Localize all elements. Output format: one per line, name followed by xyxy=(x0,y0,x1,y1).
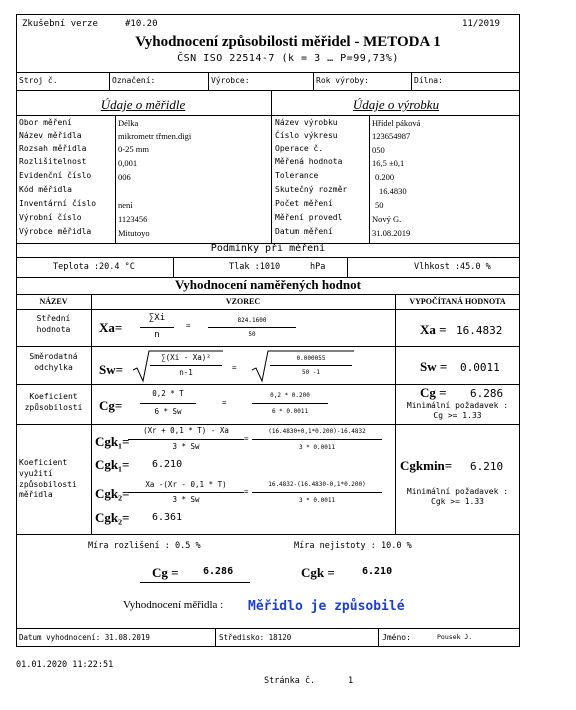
stdev-name: Směrodatná odchylka xyxy=(29,352,78,372)
cg-equals: = xyxy=(222,398,227,407)
stdev-result-value: 0.0011 xyxy=(460,361,500,374)
mean-numerator: ∑Xi xyxy=(148,313,166,323)
gauge-section-title: Údaje o měřidle xyxy=(100,97,186,112)
stdev-equals: = xyxy=(232,363,237,372)
cgk2-den-value: 3 * 0.0011 xyxy=(298,497,336,504)
product-row-label: Měření provedl xyxy=(275,213,343,222)
gauge-row-label: Výrobní číslo xyxy=(19,213,82,222)
gauge-row-label: Kód měřidla xyxy=(19,185,72,194)
sqrt-sign-icon xyxy=(250,348,356,384)
cgk-name: Koeficient využití způsobilosti měřidla xyxy=(19,458,77,500)
mean-equals: = xyxy=(186,321,191,330)
evaluation-title: Vyhodnocení naměřených hodnot xyxy=(175,277,361,292)
cgkmin-result-symbol: Cgkmin= xyxy=(400,458,453,473)
cgk1-result-value: 6.210 xyxy=(152,459,183,470)
cgk2-numerator: Xa -(Xr - 0,1 * T) xyxy=(145,480,227,489)
name-label: Jméno: xyxy=(382,633,411,642)
humidity-value: Vlhkost :45.0 % xyxy=(414,262,491,272)
gauge-row-value: 0-25 mm xyxy=(118,144,149,154)
summary-cg-label: Cg = xyxy=(152,565,179,580)
mean-symbol: Xa= xyxy=(99,320,123,335)
gauge-row-label: Inventární číslo xyxy=(19,199,97,208)
product-row-value: 050 xyxy=(372,145,385,155)
report-subtitle: ČSN ISO 22514-7 (k = 3 … P=99,73%) xyxy=(177,53,399,64)
year-label: Rok výroby: xyxy=(316,76,369,85)
summary-cgk-label: Cgk = xyxy=(301,565,335,580)
cgk1-numerator: (Xr + 0,1 * T) - Xa xyxy=(143,426,229,435)
cg-denominator: 6 * Sw xyxy=(154,407,182,416)
stdev-numerator: ∑(Xi - Xa)² xyxy=(161,353,211,362)
report-title: Vyhodnocení způsobilosti měřidel - METODA 1 xyxy=(135,34,441,50)
cgk2-num-value: 16.4832-(16.4830-0,1*0.200) xyxy=(268,481,366,488)
product-row-value: 123654987 xyxy=(372,131,411,141)
cgk2-result-symbol: Cgk₂= xyxy=(95,510,130,525)
product-row-label: Operace č. xyxy=(275,144,324,153)
cgk2-denominator: 3 * Sw xyxy=(172,495,200,504)
gauge-row-value: Mitutoyo xyxy=(118,228,150,238)
mean-result-value: 16.4832 xyxy=(456,324,503,337)
evaluation-date: Datum vyhodnocení: 31.08.2019 xyxy=(19,633,150,642)
column-name-header: NÁZEV xyxy=(39,297,68,306)
resolution-rate: Míra rozlišení : 0.5 % xyxy=(88,541,201,551)
gauge-row-value: Délka xyxy=(118,118,139,128)
temperature-value: Teplota :20.4 °C xyxy=(53,262,135,272)
conditions-title: Podmínky při měření xyxy=(210,243,326,254)
column-result-header: VYPOČÍTANÁ HODNOTA xyxy=(409,297,506,306)
cgk-min-requirement: Minimální požadavek : Cgk >= 1.33 xyxy=(406,487,509,507)
machine-label: Stroj č. xyxy=(19,76,58,85)
stdev-num-value: 0.000055 xyxy=(296,355,326,362)
cgk1-num-value: (16.4830+0,1*0.200)-16.4832 xyxy=(268,428,366,435)
cgkmin-result-value: 6.210 xyxy=(470,460,504,473)
cg-result-value: 6.286 xyxy=(470,387,504,400)
product-row-value: 50 xyxy=(375,200,384,210)
document-number: #10.20 xyxy=(125,19,158,29)
mean-name: Střední hodnota xyxy=(36,314,71,334)
product-row-value: 0.200 xyxy=(375,172,395,182)
cg-numerator: 0,2 * T xyxy=(152,389,184,398)
print-timestamp: 01.01.2020 11:22:51 xyxy=(16,660,114,670)
gauge-row-label: Výrobce měřidla xyxy=(19,227,92,236)
cgk2-result-value: 6.361 xyxy=(152,512,183,523)
gauge-row-value: mikrometr třmen.digi xyxy=(118,131,192,141)
gauge-row-label: Obor měření xyxy=(19,118,72,127)
mean-result-symbol: Xa = xyxy=(420,322,447,337)
gauge-row-label: Název měřidla xyxy=(19,131,82,140)
stdev-denominator: n-1 xyxy=(179,368,193,377)
manufacturer-label: Výrobce: xyxy=(211,76,250,85)
cgk1-denominator: 3 * Sw xyxy=(172,442,200,451)
product-row-label: Tolerance xyxy=(275,171,319,180)
product-row-value: 16.4830 xyxy=(379,186,407,196)
mean-num-value: 824.1600 xyxy=(237,317,267,324)
cgk2-symbol: Cgk₂= xyxy=(95,486,130,501)
stdev-den-value: 50 -1 xyxy=(301,369,321,376)
verdict-label: Vyhodnocení měřidla : xyxy=(123,599,224,611)
stdev-symbol: Sw= xyxy=(99,362,124,377)
cgk1-equals: = xyxy=(244,434,249,443)
product-row-label: Měřená hodnota xyxy=(275,157,343,166)
cost-center: Středisko: 18120 xyxy=(219,633,292,642)
page-label: Stránka č. xyxy=(264,676,316,686)
product-row-label: Skutečný rozměr xyxy=(275,185,348,194)
summary-cg-value: 6.286 xyxy=(203,566,234,577)
cgk2-equals: = xyxy=(244,487,249,496)
cg-den-value: 6 * 0.0011 xyxy=(271,408,309,415)
gauge-row-label: Rozlišitelnost xyxy=(19,157,87,166)
product-row-value: Hřídel páková xyxy=(372,118,421,128)
gauge-row-label: Evidenční číslo xyxy=(19,171,92,180)
product-row-label: Datum měření xyxy=(275,227,333,236)
gauge-row-value: není xyxy=(118,200,133,210)
product-row-label: Název výrobku xyxy=(275,118,338,127)
cg-num-value: 0,2 * 0.200 xyxy=(270,392,310,399)
pressure-value: Tlak :1010 xyxy=(229,262,281,272)
cg-name: Koeficient způsobilosti xyxy=(24,392,83,412)
header-date: 11/2019 xyxy=(462,19,500,29)
cg-min-requirement: Minimální požadavek : Cg >= 1.33 xyxy=(406,401,509,421)
verdict-text: Měřidlo je způsobilé xyxy=(248,599,405,614)
product-section-title: Údaje o výrobku xyxy=(352,97,440,112)
gauge-row-label: Rozsah měřidla xyxy=(19,144,87,153)
gauge-row-value: 1123456 xyxy=(118,214,148,224)
workshop-label: Dílna: xyxy=(414,76,443,85)
marking-label: Označení: xyxy=(112,76,156,85)
product-row-value: Nový G. xyxy=(372,214,402,224)
gauge-row-value: 006 xyxy=(118,172,131,182)
product-row-label: Počet měření xyxy=(275,199,333,208)
version-label: Zkušební verze xyxy=(22,19,98,29)
cgk1-result-symbol: Cgk₁= xyxy=(95,457,130,472)
cgk1-den-value: 3 * 0.0011 xyxy=(298,444,336,451)
name-value: Pousek J. xyxy=(437,633,473,641)
product-row-label: Číslo výkresu xyxy=(275,131,338,140)
cg-symbol: Cg= xyxy=(99,398,123,413)
pressure-unit: hPa xyxy=(310,262,326,272)
stdev-result-symbol: Sw = xyxy=(420,359,448,374)
product-row-value: 31.08.2019 xyxy=(372,228,411,238)
mean-den-value: 50 xyxy=(248,331,256,338)
gauge-row-value: 0,001 xyxy=(118,158,138,168)
product-row-value: 16,5 ±0,1 xyxy=(372,158,405,168)
page-number: 1 xyxy=(348,676,354,686)
cg-result-symbol: Cg = xyxy=(420,385,447,400)
column-formula-header: VZOREC xyxy=(225,297,261,306)
cgk1-symbol: Cgk₁= xyxy=(95,434,130,449)
summary-cgk-value: 6.210 xyxy=(362,566,393,577)
uncertainty-rate: Míra nejistoty : 10.0 % xyxy=(294,541,412,551)
mean-denominator: n xyxy=(154,330,160,340)
